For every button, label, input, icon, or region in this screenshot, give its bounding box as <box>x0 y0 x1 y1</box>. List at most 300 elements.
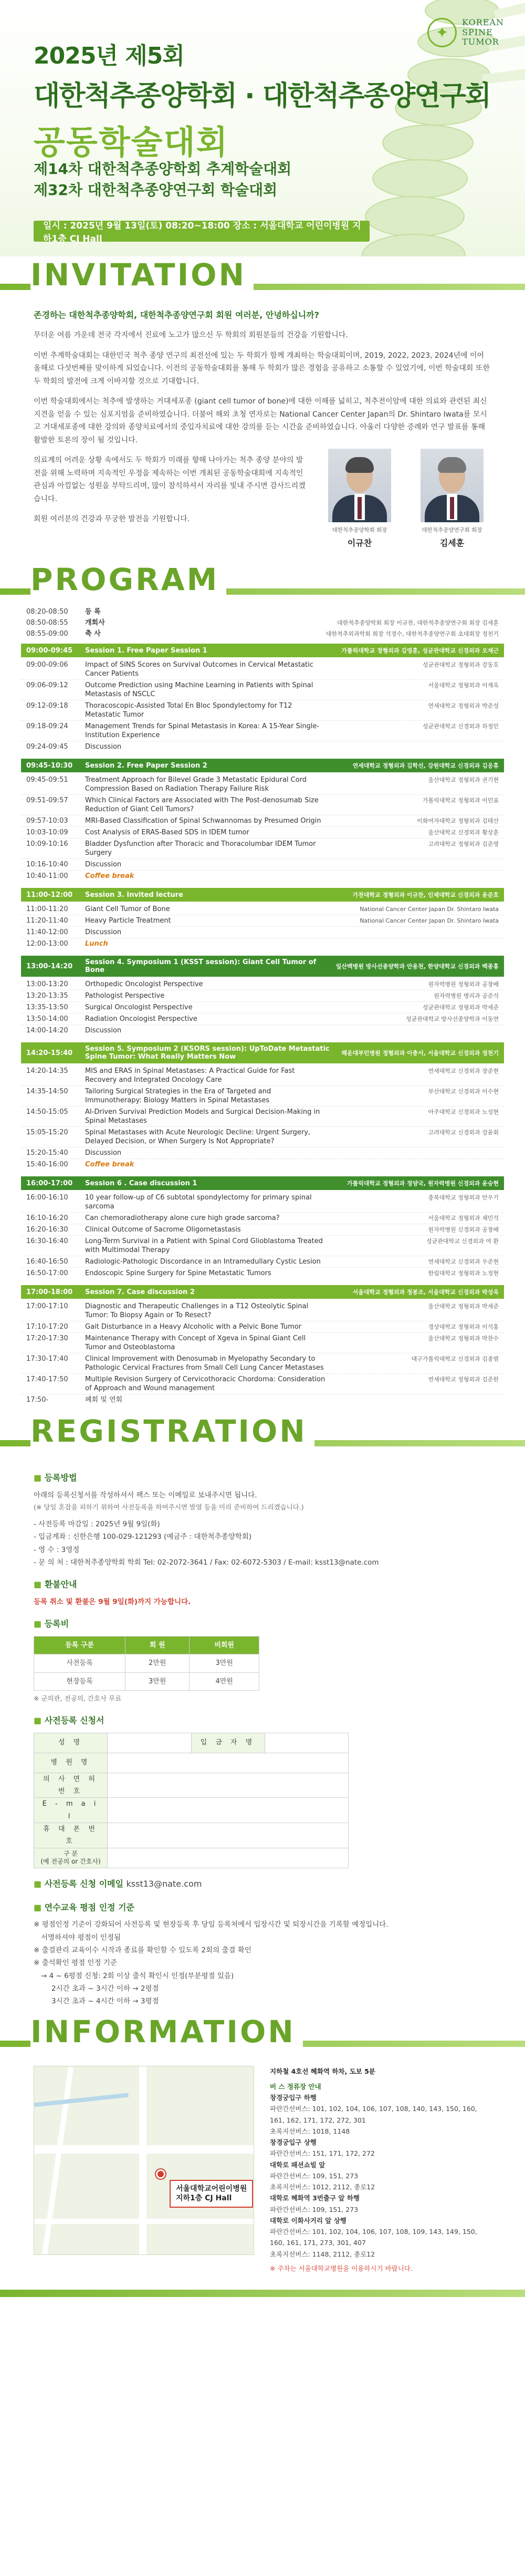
program-session <box>21 888 504 951</box>
program-row <box>21 1065 504 1086</box>
registration-body <box>0 1455 525 2013</box>
program-row <box>21 617 504 628</box>
program-time: 10:09-10:16 <box>26 840 68 849</box>
email-value: ksst13@nate.com <box>126 1878 202 1889</box>
session-title: Session 5. Symposium 2 (KSORS session): UpToDate Metastatic Spine Tumor: What Really Matters Now <box>85 1045 330 1061</box>
text: → 4 ~ 6평점 신청: 2회 이상 출석 확인시 인정(부분평점 있음) <box>41 1971 234 1980</box>
subheading: ■ 등록비 <box>34 1617 491 1632</box>
program-row <box>21 979 504 990</box>
program-title: Impact of SINS Scores on Survival Outcomes in Cervical Metastatic Cancer Patients <box>85 661 313 678</box>
program-speaker: 성균관대학교 신경외과 여 환 <box>426 1238 499 1245</box>
form-label-line: (예 전공의 or 간호사) <box>40 1858 101 1866</box>
bus-lines: 초록지선버스: 1018, 1148 <box>270 2127 350 2135</box>
president-card <box>320 449 399 551</box>
subheading: ■ 환불안내 <box>34 1577 491 1592</box>
fee-header: 회 원 <box>125 1637 190 1654</box>
session-body <box>21 657 504 754</box>
category-field[interactable] <box>108 1848 349 1868</box>
date-venue-bar: 일시 : 2025년 9월 13일(토) 08:20~18:00 장소 : 서울대학교 어린이병원 지하1층 CJ Hall <box>34 221 370 242</box>
program-time: 09:57-10:03 <box>26 817 68 825</box>
license-field[interactable] <box>108 1773 349 1798</box>
subtitle-1: 제14차 대한척추종양학회 추계학술대회 <box>34 160 292 178</box>
bus-stop-name: 대학로 혜화역 3번출구 앞 하행 <box>270 2194 360 2202</box>
refund-text: 등록 취소 및 환불은 9월 9일(화)까지 가능합니다. <box>34 1597 191 1606</box>
program-time: 16:00-16:10 <box>26 1194 68 1202</box>
program-row <box>21 1127 504 1147</box>
program-row <box>21 839 504 859</box>
program-time: 16:10-16:20 <box>26 1214 68 1223</box>
text: 서명하셔야 평점이 인정됨 <box>41 1933 121 1942</box>
program-time: 15:20-15:40 <box>26 1149 68 1157</box>
program-title: Can chemoradiotherapy alone cure high grade sarcoma? <box>85 1214 280 1223</box>
program-row <box>21 927 504 938</box>
program-speaker: 고려대학교 신경외과 강윤회 <box>428 1129 499 1136</box>
program-title: Clinical Outcome of Sacrome Oligometastasis <box>85 1226 241 1234</box>
program-time: 09:45-09:51 <box>26 776 68 784</box>
program-title: Gait Disturbance in a Heavy Alcoholic with a Pelvic Bone Tumor <box>85 1323 302 1331</box>
paragraph: 무더운 여름 가운데 전국 각지에서 진료에 노고가 많으신 두 학회의 회원분들의 건강을 기원합니다. <box>34 331 348 339</box>
phone-field[interactable] <box>108 1823 349 1848</box>
program-row <box>21 904 504 915</box>
session-chair: 해운대부민병원 정형외과 이충서, 서울대학교 신경외과 정천기 <box>341 1050 499 1057</box>
president-photo <box>421 449 484 522</box>
program-speaker: 연세대학교 신경외과 우준현 <box>428 1258 499 1266</box>
text: - 사전등록 마감일 : 2025년 9월 9일(화) <box>34 1519 160 1528</box>
text: ※ 평점인정 기준이 강화되어 사전등록 및 현장등록 후 당일 등록처에서 입장시간 및 퇴장시간을 기록할 예정입니다. <box>34 1920 388 1929</box>
logo-text-line: SPINE <box>462 27 493 37</box>
program-speaker: 울산대학교 신경외과 황상훈 <box>428 829 499 836</box>
program-row <box>21 871 504 882</box>
program-speaker: National Cancer Center Japan Dr. Shintaro Iwata <box>360 906 499 913</box>
program-time: 10:03-10:09 <box>26 829 68 837</box>
program-speaker: 울산대학교 정형외과 박세준 <box>428 1303 499 1310</box>
presidents <box>320 449 491 551</box>
logo-text-line: TUMOR <box>462 37 499 47</box>
program-time: 13:00-13:20 <box>26 980 68 989</box>
hero-header <box>0 0 525 256</box>
subheading-text: 사전등록 신청 이메일 <box>44 1878 123 1889</box>
map-label-line: 서울대학교어린이병원 <box>176 2184 247 2193</box>
paragraph: 회원 여러분의 건강과 무궁한 발전을 기원합니다. <box>34 515 190 523</box>
program-time: 14:50-15:05 <box>26 1108 68 1116</box>
program-row <box>21 1268 504 1279</box>
program-row <box>21 741 504 752</box>
fee-cell: 사전등록 <box>34 1654 125 1672</box>
section-title: PROGRAM <box>30 561 226 598</box>
president-role: 대한척추종양학회 회장 <box>332 527 387 533</box>
program-time: 16:50-17:00 <box>26 1269 68 1278</box>
program-row <box>21 1224 504 1236</box>
program-speaker: 이화여자대학교 정형외과 김태산 <box>417 818 499 825</box>
program-title: 등 록 <box>85 608 101 616</box>
map-label-line: 지하1층 CJ Hall <box>176 2194 232 2203</box>
program-row <box>21 1236 504 1256</box>
program-row <box>21 774 504 795</box>
program-title: MIS and ERAS in Spinal Metastases: A Practical Guide for Fast Recovery and Integrated Oncology Care <box>85 1067 295 1084</box>
program-title: Bladder Dysfunction after Thoracic and Thoracolumbar IDEM Tumor Surgery <box>85 840 316 857</box>
session-title: Session 3. Invited lecture <box>85 891 183 899</box>
program-row <box>21 1192 504 1213</box>
program-speaker: 한림대학교 정형외과 노정현 <box>428 1270 499 1277</box>
program-time: 09:06-09:12 <box>26 681 68 690</box>
name-field[interactable] <box>108 1733 192 1753</box>
session-time: 11:00-12:00 <box>26 891 73 899</box>
program-time: 10:16-10:40 <box>26 861 68 869</box>
bus-lines: 파란간선버스: 109, 151, 273 <box>270 2171 359 2180</box>
session-body <box>21 772 504 884</box>
program-time: 13:20-13:35 <box>26 992 68 1000</box>
program-time: 14:20-14:35 <box>26 1067 68 1075</box>
program-time: 17:40-17:50 <box>26 1375 68 1384</box>
president-role: 대한척추종양연구회 회장 <box>422 527 482 533</box>
program-time: 12:00-13:00 <box>26 940 68 948</box>
program-speaker: 울산대학교 정형외과 권기현 <box>428 777 499 784</box>
program-time: 09:00-09:06 <box>26 661 68 669</box>
program-row <box>21 659 504 680</box>
subheading <box>34 1877 491 1892</box>
program-speaker: 원자력병원 정형외과 공창배 <box>428 981 499 988</box>
program-title: 폐회 및 연회 <box>85 1396 123 1404</box>
session-time: 16:00-17:00 <box>26 1179 73 1187</box>
section-header-invitation <box>0 256 525 298</box>
program-row <box>21 1106 504 1127</box>
session-time: 14:20-15:40 <box>26 1049 73 1057</box>
program-speaker: 충북대학교 정형외과 안우기 <box>428 1194 499 1202</box>
program-row <box>21 1374 504 1394</box>
section-title: INVITATION <box>30 256 254 293</box>
program-title: 10 year follow-up of C6 subtotal spondylectomy for primary spinal sarcoma <box>85 1194 312 1211</box>
program-title: Pathologist Perspective <box>85 992 165 1000</box>
program-speaker: 대구가톨릭대학교 신경외과 김종범 <box>411 1356 499 1363</box>
subheading: ■ 연수교육 평점 인정 기준 <box>34 1900 491 1916</box>
main-title: 대한척추종양학회 · 대한척추종양연구회 <box>34 80 490 112</box>
program-row <box>21 990 504 1002</box>
session-title: Session 1. Free Paper Session 1 <box>85 646 207 655</box>
program-title: 축 사 <box>85 630 101 638</box>
closing-text <box>34 454 308 551</box>
bus-stop-name: 창경궁입구 하행 <box>270 2094 317 2102</box>
program-time: 17:00-17:10 <box>26 1302 68 1311</box>
program-title: Treatment Approach for Bilevel Grade 3 Metastatic Epidural Cord Compression Based on Radiation Therapy Failure Risk <box>85 776 307 793</box>
program-title: Spinal Metastases with Acute Neurologic Decline: Urgent Surgery, Delayed Decision, or When Surgery Is Not Appropriate? <box>85 1129 311 1146</box>
bus-lines: 파란간선버스: 109, 151, 273 <box>270 2205 359 2213</box>
fee-table <box>34 1636 259 1691</box>
form-label: 휴 대 폰 번 호 <box>34 1823 108 1848</box>
program-title: Endoscopic Spine Surgery for Spine Metastatic Tumors <box>85 1269 271 1278</box>
program-time: 16:30-16:40 <box>26 1237 68 1246</box>
fee-cell: 4만원 <box>190 1672 259 1690</box>
program-row <box>21 606 504 617</box>
program-speaker: 원자력병원 신경외과 공창배 <box>428 1226 499 1234</box>
break-label: Lunch <box>85 940 108 948</box>
program-title: Thoracoscopic-Assisted Total En Bloc Spondylectomy for T12 Metastatic Tumor <box>85 702 292 719</box>
session-title: Session 6 . Case discussion 1 <box>85 1179 197 1187</box>
bus-lines: 초록지선버스: 1148, 2112, 종로12 <box>270 2250 375 2258</box>
session-title: Session 7. Case discussion 2 <box>85 1288 195 1296</box>
program-row <box>21 1147 504 1159</box>
program-row <box>21 815 504 827</box>
text: 2시간 초과 ~ 3시간 이하 → 2평점 <box>51 1984 159 1993</box>
text: - 입금계좌 : 신한은행 100-029-121293 (예금주 : 대한척추종양학회) <box>34 1533 252 1542</box>
session-title: Session 4. Symposium 1 (KSST session): Giant Cell Tumor of Bone <box>85 958 317 975</box>
program-time: 15:40-16:00 <box>26 1161 68 1169</box>
president-card <box>413 449 491 551</box>
session-title: Session 2. Free Paper Session 2 <box>85 761 207 770</box>
program-speaker: 연세대학교 정형외과 김준한 <box>428 1376 499 1383</box>
session-chair: 연세대학교 정형외과 김학선, 강원대학교 신경외과 김응휴 <box>352 762 499 770</box>
program-time: 09:24-09:45 <box>26 743 68 751</box>
program-title: Orthopedic Oncologist Perspective <box>85 980 203 989</box>
venue-marker-icon <box>156 2169 165 2179</box>
program-row <box>21 1002 504 1013</box>
program-title: Clinical Improvement with Denosumab in Myelopathy Secondary to Pathologic Cervical Fractures from Small Cell Lung Cancer Metastases <box>85 1355 324 1372</box>
program-speaker: 성균관대학교 신경외과 하정민 <box>422 723 499 730</box>
program-session <box>21 1042 504 1172</box>
program-title: Discussion <box>85 861 122 869</box>
break-label: Coffee break <box>85 1161 134 1169</box>
program-row <box>21 1159 504 1170</box>
program-row <box>21 827 504 839</box>
section-title: INFORMATION <box>30 2013 303 2050</box>
text: 3시간 초과 ~ 4시간 이하 → 3평점 <box>51 1997 159 2006</box>
program-time: 15:05-15:20 <box>26 1129 68 1137</box>
program-session <box>21 1176 504 1281</box>
program-row <box>21 721 504 741</box>
program-row <box>21 1013 504 1025</box>
program-speaker: 서울대학교 정형외과 이재욱 <box>428 682 499 689</box>
email-field[interactable] <box>108 1798 349 1823</box>
program-title: AI-Driven Survival Prediction Models and Surgical Decision-Making in Spinal Metastases <box>85 1108 320 1125</box>
form-label-line: 구 분 <box>64 1849 78 1857</box>
session-chair: 가천대학교 정형외과 이규찬, 인제대학교 신경외과 윤준호 <box>352 892 499 899</box>
program-title: Diagnostic and Therapeutic Challenges in a T12 Osteolytic Spinal Tumor: To Biopsy Again or To Resect? <box>85 1302 309 1320</box>
section-header-registration <box>0 1413 525 1455</box>
session-time: 17:00-18:00 <box>26 1288 73 1296</box>
fee-cell: 2만원 <box>125 1654 190 1672</box>
program-title: Outcome Prediction using Machine Learning in Patients with Spinal Metastasis of NSCLC <box>85 681 313 699</box>
note: (※ 당일 혼잡을 피하기 위하여 사전등록을 하여주시면 발열 등을 미리 준비하여 드리겠습니다.) <box>34 1503 304 1512</box>
session-chair: 가톨릭대학교 정형외과 김영훈, 성균관대학교 신경외과 오재근 <box>341 647 499 655</box>
session-header <box>21 956 504 977</box>
program-title: Heavy Particle Treatment <box>85 917 171 925</box>
program-time: 11:40-12:00 <box>26 928 68 937</box>
bus-stop-name: 대학로 패션쇼빌 앞 <box>270 2160 326 2169</box>
program-time: 09:12-09:18 <box>26 702 68 710</box>
program-row <box>21 1301 504 1321</box>
program-time: 16:40-16:50 <box>26 1258 68 1266</box>
program-time: 10:40-11:00 <box>26 872 68 881</box>
program-title: Long-Term Survival in a Patient with Spinal Cord Glioblastoma Treated with Multimodal Therapy <box>85 1237 323 1255</box>
program-time: 11:20-11:40 <box>26 917 68 925</box>
bus-stop-name: 대학로 이화사거리 앞 상행 <box>270 2216 346 2225</box>
break-label: Coffee break <box>85 872 134 881</box>
program-row <box>21 915 504 927</box>
program-speaker: 부산대학교 신경외과 이수현 <box>428 1088 499 1095</box>
invitation-body <box>0 298 525 561</box>
fee-header: 비회원 <box>190 1637 259 1654</box>
program-speaker: 성균관대학교 정형외과 강동호 <box>422 661 499 669</box>
session-header <box>21 1042 504 1063</box>
program-speaker: 성균관대학교 방사선종양학과 이동연 <box>405 1016 499 1023</box>
greeting: 존경하는 대한척추종양학회, 대한척추종양연구회 회원 여러분, 안녕하십니까? <box>34 310 319 320</box>
session-header <box>21 888 504 902</box>
session-header <box>21 1285 504 1299</box>
bus-lines: 초록지선버스: 1012, 2112, 종로12 <box>270 2183 375 2191</box>
bus-lines: 파란간선버스: 101, 102, 104, 106, 107, 108, 109, 143, 149, 150, 160, 161, 171, 273, 301, 407 <box>270 2228 477 2247</box>
program-row <box>21 938 504 949</box>
session-chair: 일산백병원 방사선종양학과 안용천, 한양대학교 신경외과 백종홍 <box>335 963 499 970</box>
fee-cell: 현장등록 <box>34 1672 125 1690</box>
program-row <box>21 1086 504 1106</box>
president-photo <box>328 449 391 522</box>
text: - 영 수 : 3영정 <box>34 1545 80 1554</box>
subway-info: 지하철 4호선 혜화역 하차, 도보 5분 <box>270 2067 375 2075</box>
program-speaker: 성균관대학교 정형외과 박세준 <box>422 1004 499 1011</box>
footer-bar <box>0 2290 525 2297</box>
program-row <box>21 1213 504 1224</box>
program-row <box>21 1394 504 1405</box>
program-row <box>21 1333 504 1353</box>
session-chair: 서울대학교 정형외과 정봉조, 서울대학교 신경외과 박성욱 <box>352 1289 499 1296</box>
program-title: 개회사 <box>85 619 105 627</box>
program-speaker: 경상대학교 정형외과 이석홍 <box>428 1323 499 1331</box>
session-time: 09:45-10:30 <box>26 761 73 770</box>
form-label: 의 사 면 허 번 호 <box>34 1773 108 1798</box>
program-time: 17:10-17:20 <box>26 1323 68 1331</box>
section-title: REGISTRATION <box>30 1413 314 1450</box>
form-label: 입 금 자 명 <box>191 1733 265 1753</box>
spine-logo-icon: ✦ <box>427 18 457 47</box>
session-header <box>21 644 504 657</box>
program-speaker: National Cancer Center Japan Dr. Shintaro Iwata <box>360 917 499 925</box>
program-time: 08:55-09:00 <box>26 630 68 638</box>
parking-note: ※ 주차는 서울대학교병원을 이용하시기 바랍니다. <box>270 2264 413 2272</box>
paragraph: 이번 추계학술대회는 대한민국 척추 종양 연구의 최전선에 있는 두 학회가 함께 개최하는 학술대회이며, 2019, 2022, 2023, 2024년에 이어 올해로 다섯번째를 맞이하게 되었습니다. 이전의 공동학술대회를 통해 두 학회가 많은 경험을 공유하고 소통할 수 있었기에, 이번 학술대회 또한 두 학회의 발전에 크게 이바지할 것으로 기대합니다. <box>34 351 490 386</box>
program-time: 13:35-13:50 <box>26 1003 68 1012</box>
session-body <box>21 1299 504 1408</box>
program-time: 11:00-11:20 <box>26 905 68 914</box>
depositor-field[interactable] <box>265 1733 349 1753</box>
session-body <box>21 977 504 1038</box>
program-row <box>21 1256 504 1268</box>
program-time: 13:50-14:00 <box>26 1015 68 1023</box>
program-title: Radiologic-Pathologic Discordance in an Intramedullary Cystic Lesion <box>85 1258 321 1266</box>
program-time: 09:18-09:24 <box>26 722 68 731</box>
venue-map[interactable] <box>34 2066 254 2255</box>
main-title-2: 공동학술대회 <box>34 123 229 161</box>
bus-lines: 파란간선버스: 101, 102, 104, 106, 107, 108, 140, 143, 150, 160, 161, 162, 171, 172, 272, 301 <box>270 2105 477 2124</box>
paragraph: 이번 학술대회에서는 척추에 발생하는 거대세포종 (giant cell tumor of bone)에 대한 이해를 넓히고, 척추전이암에 대한 의료와 관련된 최신 지견을 얻을 수 있는 심포지엄을 준비하였습니다. 더불어 해외 초청 연자로는 National Cancer Center Japan의 Dr. Shintaro Iwata를 모시고 거대세포종에 대한 강의와 종양치료에서의 중입자치료에 대한 강의를 듣는 시간을 준비하였습니다. 아울러 다양한 증례와 연구 발표를 통해 활발한 토론의 장이 될 것입니다. <box>34 397 487 444</box>
program-speaker: 고려대학교 정형외과 김준영 <box>428 841 499 848</box>
fee-header: 등록 구분 <box>34 1637 125 1654</box>
subtitle-2: 제32차 대한척추종양연구회 학술대회 <box>34 181 278 199</box>
title-block <box>34 37 490 163</box>
program-title: Discussion <box>85 1149 122 1157</box>
program-speaker: 대한척추외과학회 회장 석경수, 대한척추종양연구회 초대회장 정천기 <box>326 630 499 638</box>
fee-cell: 3만원 <box>190 1654 259 1672</box>
president-name: 김세훈 <box>439 538 465 549</box>
program-row <box>21 628 504 639</box>
hospital-field[interactable] <box>108 1753 349 1773</box>
program-title: Surgical Oncologist Perspective <box>85 1003 193 1012</box>
program-speaker: 대한척추종양학회 회장 이규찬, 대한척추종양연구회 회장 김세훈 <box>337 619 499 627</box>
text: ※ 출석확인 평점 인정 기준 <box>34 1959 117 1968</box>
program-row <box>21 680 504 700</box>
edition: 2025년 제5회 <box>34 43 184 69</box>
fee-cell: 3만원 <box>125 1672 190 1690</box>
program-time: 14:35-14:50 <box>26 1088 68 1096</box>
program-time: 09:51-09:57 <box>26 796 68 805</box>
section-header-information <box>0 2013 525 2055</box>
program-title: Management Trends for Spinal Metastasis in Korea: A 15-Year Single-Institution Experience <box>85 722 320 740</box>
program-row <box>21 700 504 721</box>
program-time: 17:50- <box>26 1396 49 1404</box>
program-session <box>21 956 504 1038</box>
logo-text-line: KOREAN <box>462 17 504 28</box>
session-time: 09:00-09:45 <box>26 646 73 655</box>
program-title: Discussion <box>85 928 122 937</box>
form-label <box>34 1848 108 1868</box>
program-speaker: 연세대학교 정형외과 박준성 <box>428 702 499 710</box>
fee-note: ※ 군의관, 전공의, 간호사 무료 <box>34 1694 122 1703</box>
subheading: ■ 등록방법 <box>34 1471 491 1486</box>
transit-info <box>270 2066 491 2274</box>
program-time: 17:20-17:30 <box>26 1334 68 1343</box>
program-title: Maintenance Therapy with Concept of Xgeva in Spinal Giant Cell Tumor and Osteoblastoma <box>85 1334 306 1352</box>
program-title: Radiation Oncologist Perspective <box>85 1015 197 1023</box>
paragraph: 의료계의 어려운 상황 속에서도 두 학회가 미래를 향해 나아가는 척추 종양 분야의 발전을 위해 노력하며 지속적인 우정을 제속하는 이번 개최된 공동학술대회에 지속적인 관심과 아낌없는 성원을 부탁드리며, 많이 참석하셔서 자리를 빛내 주시면 감사드리겠습니다. <box>34 456 306 503</box>
program-row <box>21 1353 504 1374</box>
program-speaker: 아주대학교 신경외과 노성현 <box>428 1109 499 1116</box>
session-chair: 가톨릭대학교 정형외과 정양국, 원자력병원 신경외과 윤승현 <box>347 1180 499 1187</box>
session-body <box>21 1190 504 1281</box>
program-title: Discussion <box>85 1027 122 1035</box>
form-label: 성 명 <box>34 1733 108 1753</box>
text: - 문 의 처 : 대한척추종양학회 학회 Tel: 02-2072-3641 / Fax: 02-6072-5303 / E-mail: ksst13@nate.com <box>34 1558 379 1567</box>
program-title: Which Clinical Factors are Associated with The Post-denosumab Size Reduction of Giant Cell Tumors? <box>85 796 319 814</box>
program-title: Giant Cell Tumor of Bone <box>85 905 170 914</box>
session-header <box>21 759 504 772</box>
session-body <box>21 902 504 951</box>
program-session <box>21 1285 504 1408</box>
text: 아래의 등록신청서를 작성하셔서 팩스 또는 이메일로 보내주시면 됩니다. <box>34 1491 257 1500</box>
program-session <box>21 759 504 884</box>
invitation-bottom <box>34 454 491 551</box>
program-title: Discussion <box>85 743 122 751</box>
program-session <box>21 644 504 754</box>
form-label: 병 원 명 <box>34 1753 108 1773</box>
bus-stop-name: 창경궁입구 상행 <box>270 2138 317 2147</box>
program-time: 08:20-08:50 <box>26 608 68 616</box>
program-title: Tailoring Surgical Strategies in the Era of Targeted and Immunotherapy: Biology Matters in Spinal Metastases <box>85 1088 271 1105</box>
bus-title: 버 스 정류장 안내 <box>270 2082 321 2091</box>
program-row <box>21 859 504 871</box>
bus-lines: 파란간선버스: 151, 171, 172, 272 <box>270 2149 375 2158</box>
session-header <box>21 1176 504 1190</box>
text: ※ 출결관리 교육이수 시작과 종료를 확인할 수 있도록 2회의 출결 확인 <box>34 1946 251 1955</box>
program-time: 16:20-16:30 <box>26 1226 68 1234</box>
program-title: Multiple Revision Surgery of Cervicothoracic Chordoma: Consideration of Approach and Wound management <box>85 1375 326 1393</box>
program-row <box>21 1321 504 1333</box>
program-time: 08:50-08:55 <box>26 619 68 627</box>
program-speaker: 울산대학교 정형외과 박찬수 <box>428 1335 499 1342</box>
program-schedule <box>0 603 525 1413</box>
form-label: E - m a i l <box>34 1798 108 1823</box>
program-speaker: 가톨릭대학교 정형외과 이민표 <box>422 797 499 804</box>
program-time: 17:30-17:40 <box>26 1355 68 1363</box>
president-name: 이규찬 <box>347 538 372 549</box>
program-speaker: 연세대학교 신경외과 장준현 <box>428 1068 499 1075</box>
